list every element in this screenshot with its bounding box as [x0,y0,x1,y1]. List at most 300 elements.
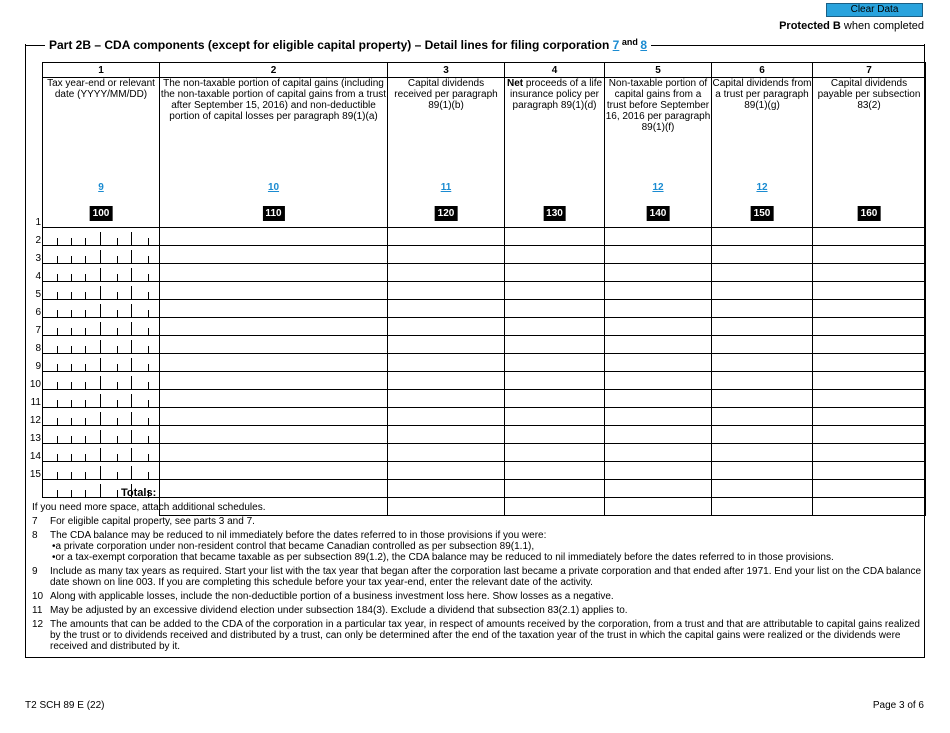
date-input[interactable] [43,462,160,480]
footnote-number: 11 [32,605,43,616]
line-code-130: 130 [543,206,566,221]
footnote-7 [32,516,922,527]
column-number: 5 [605,63,712,78]
amount-input-col-6[interactable] [712,462,813,480]
bullet-text: a private corporation under non-resident control that became Canadian controlled as per subsection 89(1.1), [55,541,535,552]
date-separator-tick [57,292,58,299]
date-separator-tick [57,238,58,245]
amount-input-col-5[interactable] [605,336,712,354]
amount-input-col-2[interactable] [160,228,388,246]
column-header-4 [505,78,605,228]
column-label-bold: Net [506,78,524,89]
date-separator-tick [117,418,118,425]
date-separator-tick [57,346,58,353]
date-separator-tick [100,340,101,353]
date-separator-tick [148,292,149,299]
date-separator-tick [85,310,86,317]
date-separator-tick [71,274,72,281]
date-input[interactable] [43,282,160,300]
row-number: 14 [29,451,41,462]
date-separator-tick [85,292,86,299]
footnote-8 [32,530,922,563]
date-separator-tick [148,238,149,245]
date-separator-tick [85,472,86,479]
table-row [43,354,926,372]
date-separator-tick [131,448,132,461]
date-separator-tick [57,454,58,461]
more-space-note: If you need more space, attach additional schedules. [32,502,266,513]
amount-input-col-2[interactable] [160,372,388,390]
date-separator-tick [100,394,101,407]
footnote-link-12[interactable]: 12 [756,182,768,193]
column-number: 4 [505,63,605,78]
heading-rule-left [25,45,45,46]
date-separator-tick [71,436,72,443]
amount-input-col-3[interactable] [388,354,505,372]
amount-input-col-6[interactable] [712,444,813,462]
date-separator-tick [85,400,86,407]
table-row [43,480,926,498]
date-separator-tick [71,418,72,425]
amount-input-col-7[interactable] [813,228,926,246]
date-separator-tick [71,346,72,353]
date-separator-tick [148,328,149,335]
table-row [43,264,926,282]
date-separator-tick [71,382,72,389]
table-row [43,426,926,444]
row-number: 3 [35,253,41,264]
footnote-10 [32,591,922,602]
amount-input-col-3[interactable] [388,408,505,426]
amount-input-col-4[interactable] [505,390,605,408]
table-row [43,462,926,480]
amount-input-col-5[interactable] [605,246,712,264]
date-separator-tick [71,400,72,407]
amount-input-col-2[interactable] [160,462,388,480]
date-separator-tick [131,394,132,407]
amount-input-col-7[interactable] [813,300,926,318]
amount-input-col-3[interactable] [388,372,505,390]
amount-input-col-6[interactable] [712,408,813,426]
amount-input-col-3[interactable] [388,462,505,480]
footnote-link-10[interactable]: 10 [267,182,280,193]
date-separator-tick [85,274,86,281]
column-header-7 [813,78,926,228]
date-separator-tick [100,412,101,425]
date-separator-tick [117,328,118,335]
date-separator-tick [148,364,149,371]
date-separator-tick [57,310,58,317]
amount-input-col-2[interactable] [160,336,388,354]
column-number: 6 [712,63,813,78]
date-separator-tick [131,286,132,299]
date-separator-tick [85,382,86,389]
footnote-number: 9 [32,566,38,577]
date-separator-tick [57,436,58,443]
footnote-number: 10 [32,591,44,602]
date-separator-tick [131,232,132,245]
footnote-12 [32,619,922,652]
date-separator-tick [117,238,118,245]
row-number: 9 [35,361,41,372]
clear-data-button[interactable]: Clear Data [826,3,923,17]
date-separator-tick [71,238,72,245]
column-label: The non-taxable portion of capital gains (including the non-taxable portion of capital gains from a trust after September 15, 2016) and non-deductible portion of capital losses per paragraph 89(1)(a) [160,78,387,122]
amount-input-col-5[interactable] [605,390,712,408]
date-separator-tick [148,382,149,389]
amount-input-col-3[interactable] [388,246,505,264]
amount-input-col-3[interactable] [388,444,505,462]
date-input[interactable] [43,354,160,372]
amount-input-col-3[interactable] [388,390,505,408]
footnote-link-8[interactable]: 8 [640,38,648,52]
table-row [43,390,926,408]
amount-input-col-5[interactable] [605,426,712,444]
amount-input-col-7[interactable] [813,408,926,426]
amount-input-col-4[interactable] [505,246,605,264]
row-number: 6 [35,307,41,318]
line-code-150: 150 [751,206,774,221]
date-separator-tick [57,382,58,389]
date-separator-tick [131,358,132,371]
date-separator-tick [148,310,149,317]
amount-input-col-7[interactable] [813,390,926,408]
footnote-link-12[interactable]: 12 [652,182,664,193]
date-separator-tick [117,346,118,353]
column-header-1 [43,78,160,228]
date-input[interactable] [43,300,160,318]
amount-input-col-6[interactable] [712,300,813,318]
amount-input-col-2[interactable] [160,408,388,426]
footnote-text: The CDA balance may be reduced to nil immediately before the dates referred to in those provisions if you were: [50,530,547,541]
amount-input-col-4[interactable] [505,318,605,336]
date-input[interactable] [43,228,160,246]
column-number: 7 [813,63,926,78]
date-separator-tick [71,364,72,371]
date-separator-tick [100,286,101,299]
date-separator-tick [117,400,118,407]
date-separator-tick [85,364,86,371]
column-header-2 [160,78,388,228]
protected-label: Protected B [779,20,841,32]
date-separator-tick [117,490,118,497]
date-separator-tick [57,490,58,497]
date-input[interactable] [43,444,160,462]
amount-input-col-6[interactable] [712,372,813,390]
date-separator-tick [148,436,149,443]
amount-input-col-7[interactable] [813,354,926,372]
date-separator-tick [85,328,86,335]
cda-components-table [42,62,926,516]
date-separator-tick [71,292,72,299]
table-row [43,372,926,390]
footnote-text: May be adjusted by an excessive dividend election under subsection 184(3). Exclude a dividend that subsection 83(2.1) applies to. [50,605,628,616]
amount-input-col-4[interactable] [505,372,605,390]
amount-input-col-2[interactable] [160,426,388,444]
heading-rule-right [645,45,925,46]
footnote-number: 8 [32,530,38,541]
row-number: 7 [35,325,41,336]
amount-input-col-6[interactable] [712,480,813,498]
date-separator-tick [131,340,132,353]
date-separator-tick [148,454,149,461]
amount-input-col-7[interactable] [813,444,926,462]
bullet-text: or a tax-exempt corporation that became taxable as per subsection 89(1.2), the CDA balance may be reduced to nil immediately before the dates referred to in those provisions. [55,552,834,563]
date-separator-tick [131,322,132,335]
amount-input-col-7[interactable] [813,264,926,282]
amount-input-col-4[interactable] [505,354,605,372]
line-code-140: 140 [647,206,670,221]
date-separator-tick [148,274,149,281]
date-separator-tick [85,418,86,425]
date-separator-tick [85,454,86,461]
row-number: 13 [29,433,41,444]
line-code-160: 160 [858,206,881,221]
date-separator-tick [57,256,58,263]
amount-input-col-2[interactable] [160,444,388,462]
date-input[interactable] [43,390,160,408]
date-separator-tick [100,232,101,245]
line-code-100: 100 [90,206,113,221]
date-separator-tick [71,256,72,263]
amount-input-col-7[interactable] [813,462,926,480]
amount-input-col-7[interactable] [813,426,926,444]
amount-input-col-6[interactable] [712,390,813,408]
date-separator-tick [71,310,72,317]
table-row [43,300,926,318]
amount-input-col-7[interactable] [813,336,926,354]
date-separator-tick [85,238,86,245]
footnote-text: Include as many tax years as required. Start your list with the tax year that began after the corporation last became a private corporation and that ended after 1971. End your list on the CDA balance date shown on line 003. If you are completing this schedule before your tax year-end, enter the relevant date of the activity. [50,566,922,588]
column-number: 2 [160,63,388,78]
date-separator-tick [148,472,149,479]
table-row [43,282,926,300]
amount-input-col-5[interactable] [605,408,712,426]
date-separator-tick [57,418,58,425]
column-header-6 [712,78,813,228]
page-number: Page 3 of 6 [872,700,924,711]
date-separator-tick [117,436,118,443]
amount-input-col-2[interactable] [160,246,388,264]
amount-input-col-2[interactable] [160,354,388,372]
date-separator-tick [100,322,101,335]
date-separator-tick [117,256,118,263]
footnote-text: Along with applicable losses, include the non-deductible portion of a business investment loss here. Show losses as a negative. [50,591,614,602]
date-input[interactable] [43,318,160,336]
amount-input-col-4[interactable] [505,444,605,462]
amount-input-col-6[interactable] [712,246,813,264]
date-input[interactable] [43,246,160,264]
amount-input-col-6[interactable] [712,282,813,300]
amount-input-col-2[interactable] [160,264,388,282]
footnote-text: For eligible capital property, see parts 3 and 7. [50,516,255,527]
totals-label: Totals: [121,487,157,499]
table-row [43,408,926,426]
column-label: Capital dividends received per paragraph 89(1)(b) [394,78,498,111]
date-separator-tick [131,412,132,425]
date-separator-tick [131,268,132,281]
date-input[interactable] [43,264,160,282]
footnotes [32,502,922,652]
amount-input-col-7[interactable] [813,372,926,390]
amount-input-col-7[interactable] [813,480,926,498]
row-number: 12 [29,415,41,426]
row-number: 1 [35,217,41,228]
date-separator-tick [100,484,101,497]
footnote-text: The amounts that can be added to the CDA of the corporation in a particular tax year, in respect of amounts received by the corporation, from a trust and that are attributable to capital gains realized by the trust or to dividends received and distributed by a trust, can only be determined after the end of the taxation year of the trust in which the capital gains were realized or the dividends were received and distributed by it. [50,619,920,652]
date-separator-tick [71,328,72,335]
date-separator-tick [57,400,58,407]
date-separator-tick [85,256,86,263]
date-separator-tick [71,454,72,461]
amount-input-col-6[interactable] [712,318,813,336]
table-row [43,228,926,246]
column-label: Tax year-end or relevant date (YYYY/MM/DD) [47,78,155,100]
amount-input-col-4[interactable] [505,264,605,282]
date-input[interactable] [43,426,160,444]
amount-input-col-4[interactable] [505,462,605,480]
part-title-and: and [619,37,641,47]
date-separator-tick [71,472,72,479]
amount-input-col-2[interactable] [160,390,388,408]
amount-input-col-7[interactable] [813,318,926,336]
amount-input-col-3[interactable] [388,228,505,246]
footnote-number: 7 [32,516,38,527]
date-separator-tick [131,466,132,479]
amount-input-col-5[interactable] [605,372,712,390]
date-separator-tick [85,346,86,353]
date-separator-tick [100,376,101,389]
date-separator-tick [100,358,101,371]
amount-input-col-6[interactable] [712,426,813,444]
column-number: 1 [43,63,160,78]
date-separator-tick [57,364,58,371]
date-separator-tick [100,448,101,461]
table-row [43,246,926,264]
amount-input-col-4[interactable] [505,426,605,444]
footnote-link-11[interactable]: 11 [440,182,452,193]
amount-input-col-6[interactable] [712,354,813,372]
date-separator-tick [131,376,132,389]
amount-input-col-4[interactable] [505,480,605,498]
amount-input-col-5[interactable] [605,444,712,462]
date-input[interactable] [43,336,160,354]
amount-input-col-5[interactable] [605,480,712,498]
date-separator-tick [117,454,118,461]
date-separator-tick [117,292,118,299]
date-separator-tick [148,418,149,425]
column-number: 3 [388,63,505,78]
table-row [43,336,926,354]
amount-input-col-4[interactable] [505,228,605,246]
amount-input-col-5[interactable] [605,354,712,372]
footnote-link-9[interactable]: 9 [98,182,104,193]
amount-input-col-4[interactable] [505,336,605,354]
amount-input-col-3[interactable] [388,318,505,336]
amount-input-col-6[interactable] [712,264,813,282]
amount-input-col-2[interactable] [160,300,388,318]
date-separator-tick [131,430,132,443]
date-separator-tick [100,430,101,443]
form-identifier: T2 SCH 89 E (22) [25,700,105,711]
amount-input-col-5[interactable] [605,300,712,318]
amount-input-col-2[interactable] [160,282,388,300]
amount-input-col-2[interactable] [160,318,388,336]
part-2b-heading [25,37,925,51]
amount-input-col-3[interactable] [388,480,505,498]
date-separator-tick [148,256,149,263]
amount-input-col-4[interactable] [505,282,605,300]
date-separator-tick [100,268,101,281]
row-number: 15 [29,469,41,480]
column-label: proceeds of a life insurance policy per paragraph 89(1)(d) [510,78,603,111]
date-separator-tick [117,382,118,389]
amount-input-col-3[interactable] [388,264,505,282]
row-number: 5 [35,289,41,300]
amount-input-col-6[interactable] [712,336,813,354]
amount-input-col-7[interactable] [813,246,926,264]
part-title-text: Part 2B – CDA components (except for eligible capital property) – Detail lines for filing corporation [49,38,613,52]
date-separator-tick [85,436,86,443]
date-input[interactable] [43,372,160,390]
footnote-11 [32,605,922,616]
footnote-number: 12 [32,619,44,630]
amount-input-col-3[interactable] [388,300,505,318]
date-separator-tick [100,466,101,479]
amount-input-col-4[interactable] [505,408,605,426]
table-row [43,444,926,462]
amount-input-col-7[interactable] [813,282,926,300]
amount-input-col-2[interactable] [160,480,388,498]
footnote-link-7[interactable]: 7 [612,38,620,52]
column-label: Capital dividends payable per subsection 83(2) [817,78,921,111]
row-number: 4 [35,271,41,282]
date-separator-tick [71,490,72,497]
line-code-110: 110 [262,206,284,221]
row-number: 8 [35,343,41,354]
row-number: 10 [29,379,41,390]
amount-input-col-5[interactable] [605,264,712,282]
date-separator-tick [117,310,118,317]
footnote-9 [32,566,922,588]
amount-input-col-5[interactable] [605,462,712,480]
column-label: Capital dividends from a trust per paragraph 89(1)(g) [712,78,812,111]
row-number: 2 [35,235,41,246]
amount-input-col-5[interactable] [605,318,712,336]
table-row [43,318,926,336]
line-code-120: 120 [435,206,458,221]
amount-input-col-5[interactable] [605,282,712,300]
amount-input-col-4[interactable] [505,300,605,318]
date-separator-tick [117,364,118,371]
amount-input-col-3[interactable] [388,282,505,300]
footnote-8-bullet: •or a tax-exempt corporation that became taxable as per subsection 89(1.2), the CDA balance may be reduced to nil immediately before the dates referred to in those provisions. [52,552,834,563]
amount-input-col-3[interactable] [388,336,505,354]
amount-input-col-3[interactable] [388,426,505,444]
date-separator-tick [131,304,132,317]
amount-input-col-5[interactable] [605,228,712,246]
protected-b-notice [779,20,924,32]
column-header-3 [388,78,505,228]
date-separator-tick [148,346,149,353]
date-separator-tick [57,274,58,281]
date-separator-tick [57,328,58,335]
part-title [45,37,651,52]
date-separator-tick [100,250,101,263]
date-separator-tick [131,250,132,263]
date-input[interactable] [43,408,160,426]
amount-input-col-6[interactable] [712,228,813,246]
